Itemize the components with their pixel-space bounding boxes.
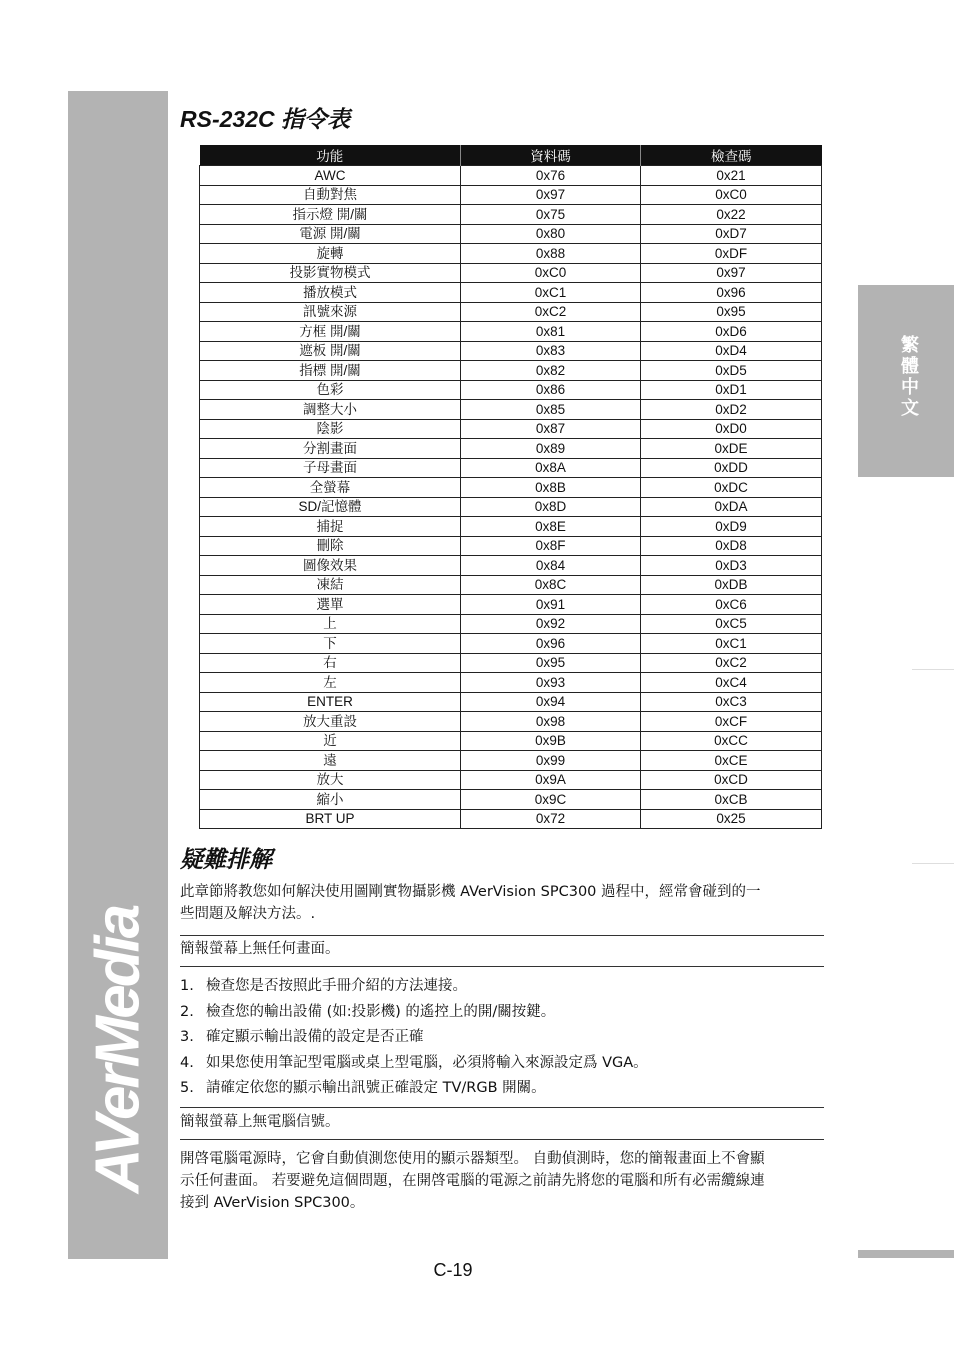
table-row [200, 439, 822, 459]
table-row [200, 341, 822, 361]
cell-data-code: 0x97 [461, 185, 641, 205]
cell-function: 左 [200, 673, 461, 693]
table-row [200, 653, 822, 673]
issue-2-heading: 簡報螢幕上無電腦信號。 [180, 1114, 340, 1130]
page-number: C-19 [433, 1260, 473, 1280]
cell-data-code: 0x72 [461, 809, 641, 829]
table-row [200, 536, 822, 556]
table-row [200, 809, 822, 829]
cell-function: 自動對焦 [200, 185, 461, 205]
step-number: 5. [180, 1080, 194, 1096]
table-row [200, 595, 822, 615]
issue-2-paragraph [180, 1148, 765, 1214]
cell-checksum: 0x97 [641, 263, 822, 283]
margin-rule [912, 863, 954, 864]
cell-checksum: 0xC4 [641, 673, 822, 693]
cell-checksum: 0x22 [641, 205, 822, 225]
issue-2-line-2: 示任何畫面。 若要避免這個問題，在開啓電腦的電源之前請先將您的電腦和所有必需纜線連 [180, 1173, 765, 1189]
table-body [200, 166, 822, 829]
cell-data-code: 0x98 [461, 712, 641, 732]
cell-checksum: 0xDC [641, 478, 822, 498]
cell-data-code: 0x8E [461, 517, 641, 537]
issue-1-heading: 簡報螢幕上無任何畫面。 [180, 941, 340, 957]
table-row [200, 419, 822, 439]
cell-checksum: 0x21 [641, 166, 822, 186]
step-text: 如果您使用筆記型電腦或桌上型電腦，必須將輸入來源設定爲 VGA。 [206, 1054, 648, 1071]
list-item [180, 1025, 648, 1051]
cell-data-code: 0x94 [461, 692, 641, 712]
cell-checksum: 0xC3 [641, 692, 822, 712]
language-tab-label: 繁體中文 [898, 335, 919, 419]
table-row [200, 322, 822, 342]
cell-checksum: 0xCD [641, 770, 822, 790]
cell-function: 旋轉 [200, 244, 461, 264]
cell-function: 捕捉 [200, 517, 461, 537]
table-row [200, 790, 822, 810]
cell-function: 凍結 [200, 575, 461, 595]
cell-function: 縮小 [200, 790, 461, 810]
cell-data-code: 0x75 [461, 205, 641, 225]
table-row [200, 556, 822, 576]
cell-data-code: 0x95 [461, 653, 641, 673]
cell-function: 調整大小 [200, 400, 461, 420]
step-number: 2. [180, 1003, 194, 1020]
table-row [200, 244, 822, 264]
step-number: 3. [180, 1029, 194, 1045]
cell-data-code: 0x9A [461, 770, 641, 790]
cell-checksum: 0xC5 [641, 614, 822, 634]
table-row [200, 692, 822, 712]
table-row [200, 634, 822, 654]
issue-2-line-1: 開啓電腦電源時，它會自動偵測您使用的顯示器類型。 自動偵測時，您的簡報畫面上不會顯 [180, 1151, 765, 1167]
cell-checksum: 0xCC [641, 731, 822, 751]
table-row [200, 185, 822, 205]
divider [180, 935, 824, 936]
cell-checksum: 0xCE [641, 751, 822, 771]
list-item [180, 1000, 648, 1026]
list-item [180, 1076, 648, 1102]
cell-data-code: 0xC1 [461, 283, 641, 303]
cell-function: AWC [200, 166, 461, 186]
cell-checksum: 0x96 [641, 283, 822, 303]
cell-function: 子母畫面 [200, 458, 461, 478]
step-text: 請確定依您的顯示輸出訊號正確設定 TV/RGB 開關。 [206, 1080, 546, 1096]
cell-checksum: 0xD9 [641, 517, 822, 537]
rs232-title: RS-232C 指令表 [180, 106, 350, 132]
cell-checksum: 0xCF [641, 712, 822, 732]
cell-data-code: 0x96 [461, 634, 641, 654]
step-text: 檢查您的輸出設備 (如:投影機) 的遙控上的開/關按鍵。 [206, 1003, 556, 1020]
divider [180, 1139, 824, 1140]
cell-data-code: 0x93 [461, 673, 641, 693]
cell-function: 刪除 [200, 536, 461, 556]
cell-data-code: 0x83 [461, 341, 641, 361]
cell-data-code: 0x9B [461, 731, 641, 751]
cell-function: 上 [200, 614, 461, 634]
header-checksum: 檢查碼 [641, 145, 822, 166]
cell-data-code: 0x8A [461, 458, 641, 478]
cell-function: 遮板 開/關 [200, 341, 461, 361]
cell-checksum: 0xC2 [641, 653, 822, 673]
cell-checksum: 0xD7 [641, 224, 822, 244]
header-data-code: 資料碼 [461, 145, 641, 166]
step-number: 4. [180, 1054, 194, 1071]
cell-function: 指示燈 開/關 [200, 205, 461, 225]
table-row [200, 673, 822, 693]
cell-data-code: 0x86 [461, 380, 641, 400]
cell-checksum: 0x25 [641, 809, 822, 829]
table-row [200, 166, 822, 186]
cell-function: 下 [200, 634, 461, 654]
cell-data-code: 0x85 [461, 400, 641, 420]
cell-function: 投影實物模式 [200, 263, 461, 283]
cell-function: ENTER [200, 692, 461, 712]
cell-checksum: 0xC6 [641, 595, 822, 615]
cell-function: 分割畫面 [200, 439, 461, 459]
cell-checksum: 0xCB [641, 790, 822, 810]
cell-function: 電源 開/關 [200, 224, 461, 244]
intro-line-2: 些問題及解決方法。. [180, 906, 316, 922]
cell-function: 指標 開/關 [200, 361, 461, 381]
cell-checksum: 0xDA [641, 497, 822, 517]
cell-checksum: 0xDB [641, 575, 822, 595]
cell-function: 播放模式 [200, 283, 461, 303]
cell-checksum: 0x95 [641, 302, 822, 322]
cell-checksum: 0xD0 [641, 419, 822, 439]
cell-function: 放大 [200, 770, 461, 790]
cell-function: BRT UP [200, 809, 461, 829]
cell-checksum: 0xD6 [641, 322, 822, 342]
cell-checksum: 0xD8 [641, 536, 822, 556]
margin-rule [912, 669, 954, 670]
cell-data-code: 0x82 [461, 361, 641, 381]
table-row [200, 361, 822, 381]
step-number: 1. [180, 978, 194, 994]
cell-function: 放大重設 [200, 712, 461, 732]
table-row [200, 302, 822, 322]
issue-2-line-3: 接到 AVerVision SPC300。 [180, 1195, 365, 1211]
table-row [200, 770, 822, 790]
cell-checksum: 0xD2 [641, 400, 822, 420]
brand-logo [68, 905, 168, 1195]
table-row [200, 575, 822, 595]
cell-function: 近 [200, 731, 461, 751]
list-item [180, 974, 648, 1000]
cell-data-code: 0x76 [461, 166, 641, 186]
cell-function: 色彩 [200, 380, 461, 400]
cell-checksum: 0xDE [641, 439, 822, 459]
table-row [200, 731, 822, 751]
divider [180, 1107, 824, 1108]
cell-data-code: 0x9C [461, 790, 641, 810]
divider [180, 966, 824, 967]
cell-data-code: 0x92 [461, 614, 641, 634]
rs232-command-table [199, 145, 822, 829]
cell-checksum: 0xD3 [641, 556, 822, 576]
list-item [180, 1051, 648, 1077]
cell-data-code: 0x8C [461, 575, 641, 595]
cell-checksum: 0xD5 [641, 361, 822, 381]
cell-checksum: 0xD4 [641, 341, 822, 361]
bottom-edge-bar [858, 1250, 954, 1258]
cell-data-code: 0x99 [461, 751, 641, 771]
cell-checksum: 0xDD [641, 458, 822, 478]
table-row [200, 205, 822, 225]
step-text: 檢查您是否按照此手冊介紹的方法連接。 [206, 978, 467, 994]
cell-data-code: 0x89 [461, 439, 641, 459]
cell-data-code: 0xC0 [461, 263, 641, 283]
table-header-row [200, 145, 822, 166]
cell-checksum: 0xC1 [641, 634, 822, 654]
cell-data-code: 0x8F [461, 536, 641, 556]
table-row [200, 751, 822, 771]
header-function: 功能 [200, 145, 461, 166]
cell-data-code: 0x8B [461, 478, 641, 498]
cell-function: 陰影 [200, 419, 461, 439]
table-row [200, 283, 822, 303]
cell-data-code: 0x91 [461, 595, 641, 615]
steps-list [180, 974, 648, 1102]
table-row [200, 458, 822, 478]
table-row [200, 224, 822, 244]
cell-function: 右 [200, 653, 461, 673]
cell-data-code: 0x81 [461, 322, 641, 342]
table-row [200, 497, 822, 517]
cell-checksum: 0xD1 [641, 380, 822, 400]
table-row [200, 380, 822, 400]
language-tab [858, 285, 954, 477]
cell-data-code: 0xC2 [461, 302, 641, 322]
table-row [200, 478, 822, 498]
cell-data-code: 0x80 [461, 224, 641, 244]
cell-function: 遠 [200, 751, 461, 771]
cell-data-code: 0x88 [461, 244, 641, 264]
cell-function: 圖像效果 [200, 556, 461, 576]
cell-data-code: 0x8D [461, 497, 641, 517]
table-row [200, 712, 822, 732]
step-text: 確定顯示輸出設備的設定是否正確 [206, 1029, 424, 1045]
cell-data-code: 0x87 [461, 419, 641, 439]
intro-paragraph [180, 881, 761, 925]
cell-function: 訊號來源 [200, 302, 461, 322]
cell-function: 選單 [200, 595, 461, 615]
cell-function: SD/記憶體 [200, 497, 461, 517]
brand-logo-text: AVerMedia [83, 906, 153, 1194]
table-row [200, 517, 822, 537]
troubleshooting-title: 疑難排解 [180, 847, 272, 873]
cell-checksum: 0xC0 [641, 185, 822, 205]
table-row [200, 263, 822, 283]
cell-function: 全螢幕 [200, 478, 461, 498]
cell-data-code: 0x84 [461, 556, 641, 576]
table-row [200, 614, 822, 634]
cell-function: 方框 開/關 [200, 322, 461, 342]
cell-checksum: 0xDF [641, 244, 822, 264]
table-row [200, 400, 822, 420]
intro-line-1: 此章節將教您如何解決使用圖剛實物攝影機 AVerVision SPC300 過程中，經常會碰到的一 [180, 884, 761, 900]
